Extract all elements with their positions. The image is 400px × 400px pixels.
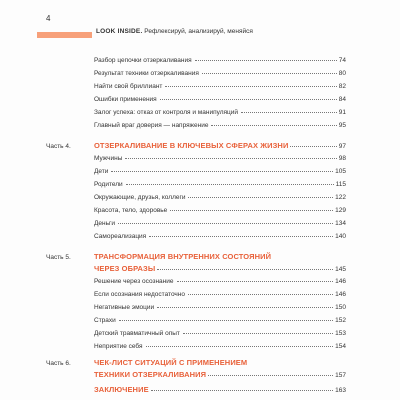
part-6-heading: Часть 6. ЧЕК-ЛИСТ СИТУАЦИЙ С ПРИМЕНЕНИЕМ	[46, 358, 248, 367]
part-5-title-line-2: ЧЕРЕЗ ОБРАЗЫ	[94, 264, 156, 273]
toc-item: Деньги 134	[94, 220, 346, 227]
toc-item: Окружающие, друзья, коллеги 122	[94, 194, 346, 201]
part-4-title: ОТЗЕРКАЛИВАНИЕ В КЛЮЧЕВЫХ СФЕРАХ ЖИЗНИ	[94, 141, 289, 150]
toc-item: Если осознания недостаточно 146	[94, 291, 346, 298]
conclusion-title: ЗАКЛЮЧЕНИЕ	[94, 385, 149, 394]
toc-item: Красота, тело, здоровье 129	[94, 207, 346, 214]
conclusion-heading: ЗАКЛЮЧЕНИЕ 163	[94, 385, 346, 394]
toc-item: Дети 105	[94, 168, 346, 175]
toc-item: Результат техники отзеркаливания 80	[94, 70, 346, 77]
toc-item: Страхи 152	[94, 317, 346, 324]
running-head-subtitle: Рефлексируй, анализируй, меняйся	[144, 28, 253, 35]
toc-item: Мужчины 98	[94, 155, 346, 162]
part-5-heading-line-2: ЧЕРЕЗ ОБРАЗЫ 145	[94, 264, 346, 273]
toc-item: Ошибки применения 84	[94, 96, 346, 103]
part-6-title-line-2: ТЕХНИКИ ОТЗЕРКАЛИВАНИЯ	[94, 370, 207, 379]
toc-item: Главный враг доверия — напряжение 95	[94, 122, 346, 129]
part-5-title-line-1: ТРАНСФОРМАЦИЯ ВНУТРЕННИХ СОСТОЯНИЙ	[94, 252, 272, 261]
toc-item: Родители 115	[94, 181, 346, 188]
part-5-heading: Часть 5. ТРАНСФОРМАЦИЯ ВНУТРЕННИХ СОСТОЯНИЙ	[46, 252, 272, 261]
toc-item: Негативные эмоции 150	[94, 304, 346, 311]
toc-item: Залог успеха: отказ от контроля и манипуляций 91	[94, 109, 346, 116]
part-4-heading: Часть 4. ОТЗЕРКАЛИВАНИЕ В КЛЮЧЕВЫХ СФЕРАХ ЖИЗНИ 97	[46, 141, 346, 150]
part-6-title-line-1: ЧЕК-ЛИСТ СИТУАЦИЙ С ПРИМЕНЕНИЕМ	[94, 358, 248, 367]
toc-item: Разбор цепочки отзеркаливания 74	[94, 57, 346, 64]
toc-item: Найти свой бриллиант 82	[94, 83, 346, 90]
toc-item: Неприятие себя 154	[94, 343, 346, 350]
part-6-heading-line-2: ТЕХНИКИ ОТЗЕРКАЛИВАНИЯ 157	[94, 370, 346, 379]
toc-item: Детский травматичный опыт 153	[94, 330, 346, 337]
page-number: 4	[46, 14, 51, 23]
toc-item: Самореализация 140	[94, 233, 346, 240]
running-head-brand: LOOK INSIDE.	[96, 28, 143, 35]
toc-item: Решение через осознание 146	[94, 278, 346, 285]
